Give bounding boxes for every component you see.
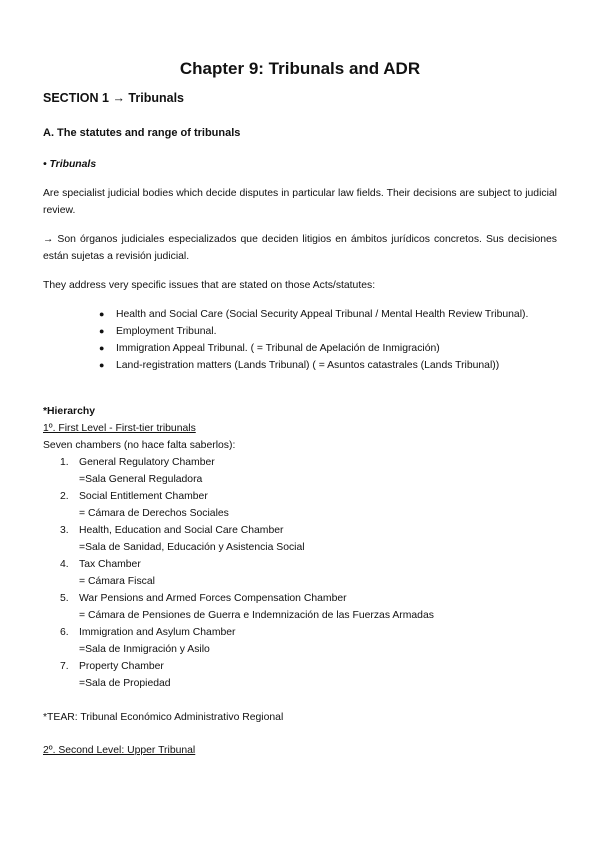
list-item: Land-registration matters (Lands Tribunal) ( = Asuntos catastrales (Lands Tribunal)) [116, 360, 500, 371]
chamber-translation: =Sala de Inmigración y Asilo [79, 644, 210, 655]
chamber-translation: =Sala de Sanidad, Educación y Asistencia Social [79, 542, 305, 553]
chamber-name: Health, Education and Social Care Chamber [79, 525, 284, 536]
chamber-translation: =Sala General Reguladora [79, 474, 203, 485]
chamber-name: War Pensions and Armed Forces Compensation Chamber [79, 593, 347, 604]
bullet-glyph: ● [99, 360, 105, 370]
chamber-translation: =Sala de Propiedad [79, 678, 171, 689]
hierarchy-heading: *Hierarchy [43, 406, 95, 417]
chamber-translation: = Cámara Fiscal [79, 576, 155, 587]
chambers-intro: Seven chambers (no hace falta saberlos): [43, 440, 236, 451]
chamber-translation: = Cámara de Derechos Sociales [79, 508, 229, 519]
chamber-translation: = Cámara de Pensiones de Guerra e Indemnización de las Fuerzas Armadas [79, 610, 434, 621]
section-heading: SECTION 1 → Tribunals [43, 91, 184, 105]
bullet-glyph: ● [99, 343, 105, 353]
list-number: 6. [60, 627, 69, 638]
list-number: 1. [60, 457, 69, 468]
definition-spanish: → Son órganos judiciales especializados que deciden litigios en ámbitos jurídicos concretos. Sus decisiones están sujetas a revisión judicial. [43, 234, 557, 262]
list-item: Health and Social Care (Social Security Appeal Tribunal / Mental Health Review Tribunal). [116, 309, 529, 320]
chamber-name: General Regulatory Chamber [79, 457, 215, 468]
list-number: 2. [60, 491, 69, 502]
chamber-name: Social Entitlement Chamber [79, 491, 208, 502]
chamber-name: Immigration and Asylum Chamber [79, 627, 236, 638]
chamber-name: Property Chamber [79, 661, 164, 672]
list-item: Employment Tribunal. [116, 326, 217, 337]
second-level-heading: 2º. Second Level: Upper Tribunal [43, 745, 196, 756]
acts-intro: They address very specific issues that are stated on those Acts/statutes: [43, 280, 376, 291]
list-number: 4. [60, 559, 69, 570]
bullet-glyph: ● [99, 326, 105, 336]
bullet-glyph: ● [99, 309, 105, 319]
list-number: 3. [60, 525, 69, 536]
tribunals-heading: • Tribunals [43, 159, 97, 170]
tear-note: *TEAR: Tribunal Económico Administrativo Regional [43, 712, 284, 723]
definition-english: Are specialist judicial bodies which decide disputes in particular law fields. Their decisions are subject to judicial review. [43, 188, 557, 216]
chamber-name: Tax Chamber [79, 559, 141, 570]
chapter-title: Chapter 9: Tribunals and ADR [179, 59, 421, 78]
list-number: 7. [60, 661, 69, 672]
list-number: 5. [60, 593, 69, 604]
subsection-heading: A. The statutes and range of tribunals [43, 127, 241, 139]
first-level-heading: 1º. First Level - First-tier tribunals [43, 423, 196, 434]
list-item: Immigration Appeal Tribunal. ( = Tribunal de Apelación de Inmigración) [116, 343, 440, 354]
